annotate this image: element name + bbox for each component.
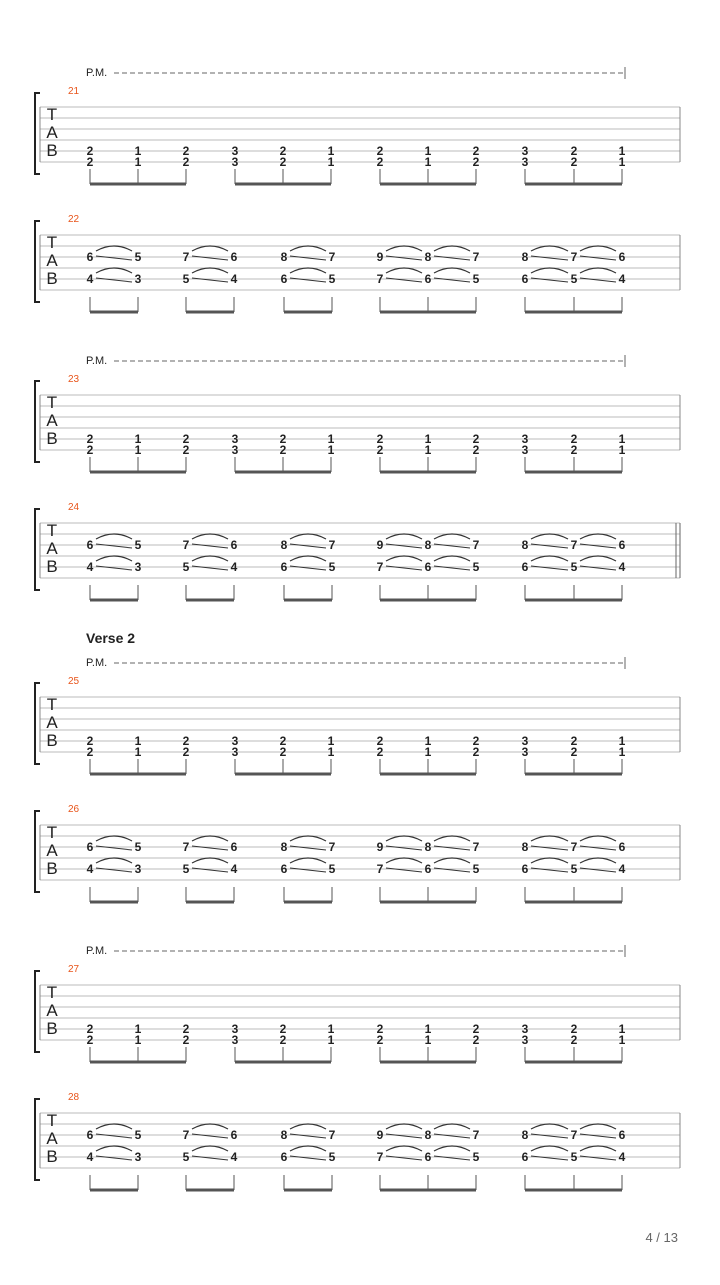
fret-number: 2: [472, 144, 480, 158]
fret-number: 2: [86, 144, 94, 158]
fret-number: 6: [86, 250, 94, 264]
fret-number: 1: [424, 734, 432, 748]
slur-arc: [580, 246, 616, 251]
section-title: Verse 2: [86, 630, 136, 646]
fret-number: 8: [424, 840, 432, 854]
slur-arc: [96, 246, 132, 251]
slur-arc: [290, 246, 326, 251]
slur-arc: [192, 858, 228, 863]
fret-number: 1: [327, 1033, 335, 1047]
fret-number: 1: [327, 443, 335, 457]
slur-arc: [290, 268, 326, 273]
fret-number: 2: [86, 1033, 94, 1047]
palm-mute-label: P.M.: [86, 945, 108, 957]
fret-number: 3: [134, 862, 142, 876]
fret-number: 1: [134, 745, 142, 759]
fret-number: 3: [521, 155, 529, 169]
fret-number: 7: [328, 538, 336, 552]
fret-number: 7: [182, 840, 190, 854]
fret-number: 6: [280, 1150, 288, 1164]
slur-arc: [531, 858, 568, 863]
fret-number: 5: [182, 1150, 190, 1164]
slur-arc: [531, 534, 568, 539]
fret-number: 8: [424, 538, 432, 552]
slur-arc: [580, 556, 616, 561]
fret-number: 3: [521, 144, 529, 158]
system-bracket: [35, 971, 40, 1052]
fret-number: 7: [376, 560, 384, 574]
tab-letter-a: A: [46, 1001, 58, 1020]
tab-letter-t: T: [46, 105, 58, 124]
fret-number: 6: [424, 862, 432, 876]
fret-number: 3: [521, 1022, 529, 1036]
fret-number: 6: [280, 862, 288, 876]
fret-number: 1: [134, 734, 142, 748]
fret-number: 2: [376, 1022, 384, 1036]
fret-number: 3: [134, 1150, 142, 1164]
fret-number: 4: [618, 862, 626, 876]
fret-number: 5: [134, 1128, 142, 1142]
fret-number: 5: [134, 538, 142, 552]
tab-letter-b: B: [46, 1019, 58, 1038]
slur-arc: [290, 1146, 326, 1151]
tab-letter-b: B: [46, 731, 58, 750]
measure-number: 25: [68, 676, 80, 687]
fret-number: 1: [618, 155, 626, 169]
slur-arc: [386, 268, 422, 273]
slur-arc: [192, 556, 228, 561]
fret-number: 2: [472, 745, 480, 759]
fret-number: 8: [280, 538, 288, 552]
fret-number: 8: [424, 1128, 432, 1142]
slur-arc: [531, 836, 568, 841]
slur-arc: [531, 1146, 568, 1151]
fret-number: 1: [424, 155, 432, 169]
fret-number: 3: [231, 1022, 239, 1036]
measure-number: 22: [68, 214, 80, 225]
slur-arc: [386, 556, 422, 561]
fret-number: 7: [570, 1128, 578, 1142]
slur-arc: [290, 1124, 326, 1129]
tab-letter-t: T: [46, 521, 58, 540]
fret-number: 5: [328, 862, 336, 876]
slur-arc: [434, 858, 470, 863]
fret-number: 2: [376, 443, 384, 457]
fret-number: 1: [618, 1033, 626, 1047]
fret-number: 2: [279, 1022, 287, 1036]
fret-number: 1: [424, 432, 432, 446]
fret-number: 4: [86, 1150, 94, 1164]
fret-number: 5: [182, 272, 190, 286]
fret-number: 7: [472, 1128, 480, 1142]
slur-arc: [580, 534, 616, 539]
measure-number: 28: [68, 1092, 80, 1103]
fret-number: 5: [472, 272, 480, 286]
slur-arc: [290, 836, 326, 841]
fret-number: 1: [618, 745, 626, 759]
fret-number: 2: [472, 1033, 480, 1047]
slur-arc: [434, 556, 470, 561]
fret-number: 6: [618, 250, 626, 264]
fret-number: 1: [424, 443, 432, 457]
fret-number: 6: [424, 1150, 432, 1164]
fret-number: 2: [472, 1022, 480, 1036]
fret-number: 5: [328, 560, 336, 574]
fret-number: 7: [376, 1150, 384, 1164]
fret-number: 8: [424, 250, 432, 264]
fret-number: 3: [231, 745, 239, 759]
fret-number: 3: [134, 272, 142, 286]
fret-number: 6: [424, 560, 432, 574]
tab-letter-t: T: [46, 1111, 58, 1130]
fret-number: 4: [86, 272, 94, 286]
tab-letter-t: T: [46, 983, 58, 1002]
system-bracket: [35, 93, 40, 174]
fret-number: 2: [472, 734, 480, 748]
slur-arc: [192, 1124, 228, 1129]
fret-number: 1: [618, 1022, 626, 1036]
tab-letter-b: B: [46, 141, 58, 160]
fret-number: 2: [472, 443, 480, 457]
fret-number: 6: [230, 840, 238, 854]
tab-letter-a: A: [46, 251, 58, 270]
fret-number: 8: [280, 250, 288, 264]
measure-number: 24: [68, 502, 80, 513]
slur-arc: [531, 556, 568, 561]
slur-arc: [96, 268, 132, 273]
fret-number: 5: [570, 1150, 578, 1164]
slur-arc: [96, 1124, 132, 1129]
fret-number: 1: [134, 144, 142, 158]
slur-arc: [290, 858, 326, 863]
fret-number: 3: [521, 443, 529, 457]
fret-number: 4: [230, 862, 238, 876]
fret-number: 2: [86, 443, 94, 457]
palm-mute-label: P.M.: [86, 67, 108, 79]
fret-number: 6: [86, 1128, 94, 1142]
fret-number: 3: [231, 1033, 239, 1047]
tab-letter-a: A: [46, 1129, 58, 1148]
fret-number: 5: [134, 840, 142, 854]
fret-number: 8: [280, 840, 288, 854]
fret-number: 2: [570, 1022, 578, 1036]
fret-number: 1: [327, 745, 335, 759]
tab-letter-a: A: [46, 411, 58, 430]
fret-number: 4: [618, 560, 626, 574]
fret-number: 7: [376, 862, 384, 876]
fret-number: 1: [618, 734, 626, 748]
fret-number: 2: [182, 443, 190, 457]
fret-number: 4: [86, 560, 94, 574]
slur-arc: [580, 1146, 616, 1151]
fret-number: 7: [328, 840, 336, 854]
fret-number: 6: [86, 538, 94, 552]
tab-letter-b: B: [46, 1147, 58, 1166]
fret-number: 5: [328, 272, 336, 286]
slur-arc: [580, 268, 616, 273]
fret-number: 1: [327, 144, 335, 158]
fret-number: 2: [570, 443, 578, 457]
tab-letter-a: A: [46, 539, 58, 558]
fret-number: 6: [521, 272, 529, 286]
tab-letter-a: A: [46, 123, 58, 142]
slur-arc: [434, 534, 470, 539]
fret-number: 1: [134, 155, 142, 169]
slur-arc: [386, 1124, 422, 1129]
fret-number: 6: [280, 560, 288, 574]
fret-number: 3: [134, 560, 142, 574]
slur-arc: [386, 1146, 422, 1151]
fret-number: 1: [134, 1033, 142, 1047]
fret-number: 6: [618, 538, 626, 552]
fret-number: 6: [230, 250, 238, 264]
fret-number: 7: [472, 840, 480, 854]
fret-number: 1: [327, 155, 335, 169]
fret-number: 1: [618, 432, 626, 446]
fret-number: 2: [570, 432, 578, 446]
fret-number: 3: [521, 745, 529, 759]
tab-letter-b: B: [46, 429, 58, 448]
fret-number: 3: [231, 734, 239, 748]
slur-arc: [192, 534, 228, 539]
fret-number: 2: [86, 745, 94, 759]
fret-number: 4: [230, 272, 238, 286]
slur-arc: [192, 836, 228, 841]
measure-number: 26: [68, 804, 80, 815]
fret-number: 1: [618, 144, 626, 158]
fret-number: 3: [231, 432, 239, 446]
fret-number: 2: [376, 155, 384, 169]
fret-number: 2: [570, 734, 578, 748]
slur-arc: [386, 858, 422, 863]
slur-arc: [580, 836, 616, 841]
fret-number: 2: [279, 144, 287, 158]
tab-letter-a: A: [46, 841, 58, 860]
fret-number: 8: [280, 1128, 288, 1142]
fret-number: 7: [570, 538, 578, 552]
tab-letter-t: T: [46, 695, 58, 714]
palm-mute-label: P.M.: [86, 355, 108, 367]
fret-number: 4: [86, 862, 94, 876]
fret-number: 6: [230, 538, 238, 552]
fret-number: 9: [376, 250, 384, 264]
fret-number: 2: [86, 1022, 94, 1036]
fret-number: 2: [472, 432, 480, 446]
fret-number: 1: [618, 443, 626, 457]
fret-number: 2: [279, 745, 287, 759]
fret-number: 6: [618, 840, 626, 854]
fret-number: 7: [472, 538, 480, 552]
slur-arc: [386, 534, 422, 539]
fret-number: 2: [376, 734, 384, 748]
fret-number: 5: [182, 862, 190, 876]
slur-arc: [434, 246, 470, 251]
fret-number: 7: [376, 272, 384, 286]
page-number: 4 / 13: [645, 1230, 678, 1245]
tab-letter-a: A: [46, 713, 58, 732]
slur-arc: [290, 556, 326, 561]
fret-number: 2: [182, 734, 190, 748]
tab-letter-b: B: [46, 859, 58, 878]
fret-number: 5: [570, 272, 578, 286]
fret-number: 7: [570, 250, 578, 264]
slur-arc: [96, 858, 132, 863]
fret-number: 4: [618, 1150, 626, 1164]
fret-number: 2: [376, 745, 384, 759]
fret-number: 1: [424, 144, 432, 158]
fret-number: 2: [279, 1033, 287, 1047]
fret-number: 2: [279, 443, 287, 457]
system-bracket: [35, 221, 40, 302]
slur-arc: [580, 1124, 616, 1129]
fret-number: 5: [328, 1150, 336, 1164]
fret-number: 3: [231, 443, 239, 457]
fret-number: 9: [376, 840, 384, 854]
fret-number: 7: [182, 1128, 190, 1142]
fret-number: 1: [327, 432, 335, 446]
fret-number: 7: [570, 840, 578, 854]
fret-number: 3: [521, 1033, 529, 1047]
slur-arc: [192, 268, 228, 273]
slur-arc: [531, 268, 568, 273]
fret-number: 7: [472, 250, 480, 264]
system-bracket: [35, 381, 40, 462]
fret-number: 2: [86, 734, 94, 748]
slur-arc: [192, 246, 228, 251]
fret-number: 9: [376, 1128, 384, 1142]
fret-number: 2: [279, 734, 287, 748]
fret-number: 1: [134, 443, 142, 457]
tab-letter-b: B: [46, 269, 58, 288]
slur-arc: [96, 836, 132, 841]
slur-arc: [434, 268, 470, 273]
slur-arc: [434, 1146, 470, 1151]
system-bracket: [35, 811, 40, 892]
fret-number: 3: [231, 155, 239, 169]
fret-number: 2: [86, 155, 94, 169]
measure-number: 27: [68, 964, 80, 975]
fret-number: 1: [134, 432, 142, 446]
fret-number: 5: [570, 862, 578, 876]
fret-number: 2: [182, 745, 190, 759]
fret-number: 7: [328, 1128, 336, 1142]
fret-number: 8: [521, 538, 529, 552]
slur-arc: [96, 1146, 132, 1151]
fret-number: 5: [134, 250, 142, 264]
fret-number: 8: [521, 840, 529, 854]
measure-number: 23: [68, 374, 80, 385]
fret-number: 6: [86, 840, 94, 854]
fret-number: 2: [570, 144, 578, 158]
fret-number: 7: [182, 250, 190, 264]
fret-number: 5: [570, 560, 578, 574]
palm-mute-label: P.M.: [86, 657, 108, 669]
fret-number: 3: [521, 734, 529, 748]
fret-number: 1: [424, 1033, 432, 1047]
fret-number: 2: [279, 155, 287, 169]
system-bracket: [35, 683, 40, 764]
fret-number: 7: [328, 250, 336, 264]
fret-number: 2: [376, 432, 384, 446]
tab-letter-t: T: [46, 233, 58, 252]
fret-number: 2: [279, 432, 287, 446]
fret-number: 2: [86, 432, 94, 446]
fret-number: 1: [424, 1022, 432, 1036]
fret-number: 6: [521, 560, 529, 574]
system-bracket: [35, 1099, 40, 1180]
fret-number: 5: [182, 560, 190, 574]
fret-number: 5: [472, 560, 480, 574]
fret-number: 8: [521, 1128, 529, 1142]
fret-number: 6: [230, 1128, 238, 1142]
measure-number: 21: [68, 86, 80, 97]
fret-number: 4: [230, 1150, 238, 1164]
slur-arc: [434, 1124, 470, 1129]
fret-number: 5: [472, 862, 480, 876]
system-bracket: [35, 509, 40, 590]
tab-letter-b: B: [46, 557, 58, 576]
tab-letter-t: T: [46, 393, 58, 412]
fret-number: 2: [376, 1033, 384, 1047]
fret-number: 1: [424, 745, 432, 759]
slur-arc: [531, 246, 568, 251]
slur-arc: [386, 246, 422, 251]
fret-number: 7: [182, 538, 190, 552]
slur-arc: [96, 556, 132, 561]
fret-number: 1: [327, 734, 335, 748]
fret-number: 2: [182, 144, 190, 158]
tab-letter-t: T: [46, 823, 58, 842]
fret-number: 2: [570, 745, 578, 759]
slur-arc: [386, 836, 422, 841]
fret-number: 1: [134, 1022, 142, 1036]
fret-number: 1: [327, 1022, 335, 1036]
fret-number: 4: [230, 560, 238, 574]
fret-number: 6: [424, 272, 432, 286]
slur-arc: [531, 1124, 568, 1129]
fret-number: 2: [570, 1033, 578, 1047]
slur-arc: [290, 534, 326, 539]
slur-arc: [434, 836, 470, 841]
fret-number: 2: [570, 155, 578, 169]
slur-arc: [580, 858, 616, 863]
fret-number: 4: [618, 272, 626, 286]
slur-arc: [96, 534, 132, 539]
fret-number: 3: [521, 432, 529, 446]
slur-arc: [192, 1146, 228, 1151]
fret-number: 6: [521, 1150, 529, 1164]
fret-number: 6: [280, 272, 288, 286]
fret-number: 9: [376, 538, 384, 552]
fret-number: 6: [618, 1128, 626, 1142]
fret-number: 2: [182, 1033, 190, 1047]
fret-number: 2: [472, 155, 480, 169]
fret-number: 2: [182, 1022, 190, 1036]
fret-number: 8: [521, 250, 529, 264]
fret-number: 2: [182, 155, 190, 169]
fret-number: 2: [182, 432, 190, 446]
fret-number: 5: [472, 1150, 480, 1164]
fret-number: 3: [231, 144, 239, 158]
fret-number: 6: [521, 862, 529, 876]
fret-number: 2: [376, 144, 384, 158]
